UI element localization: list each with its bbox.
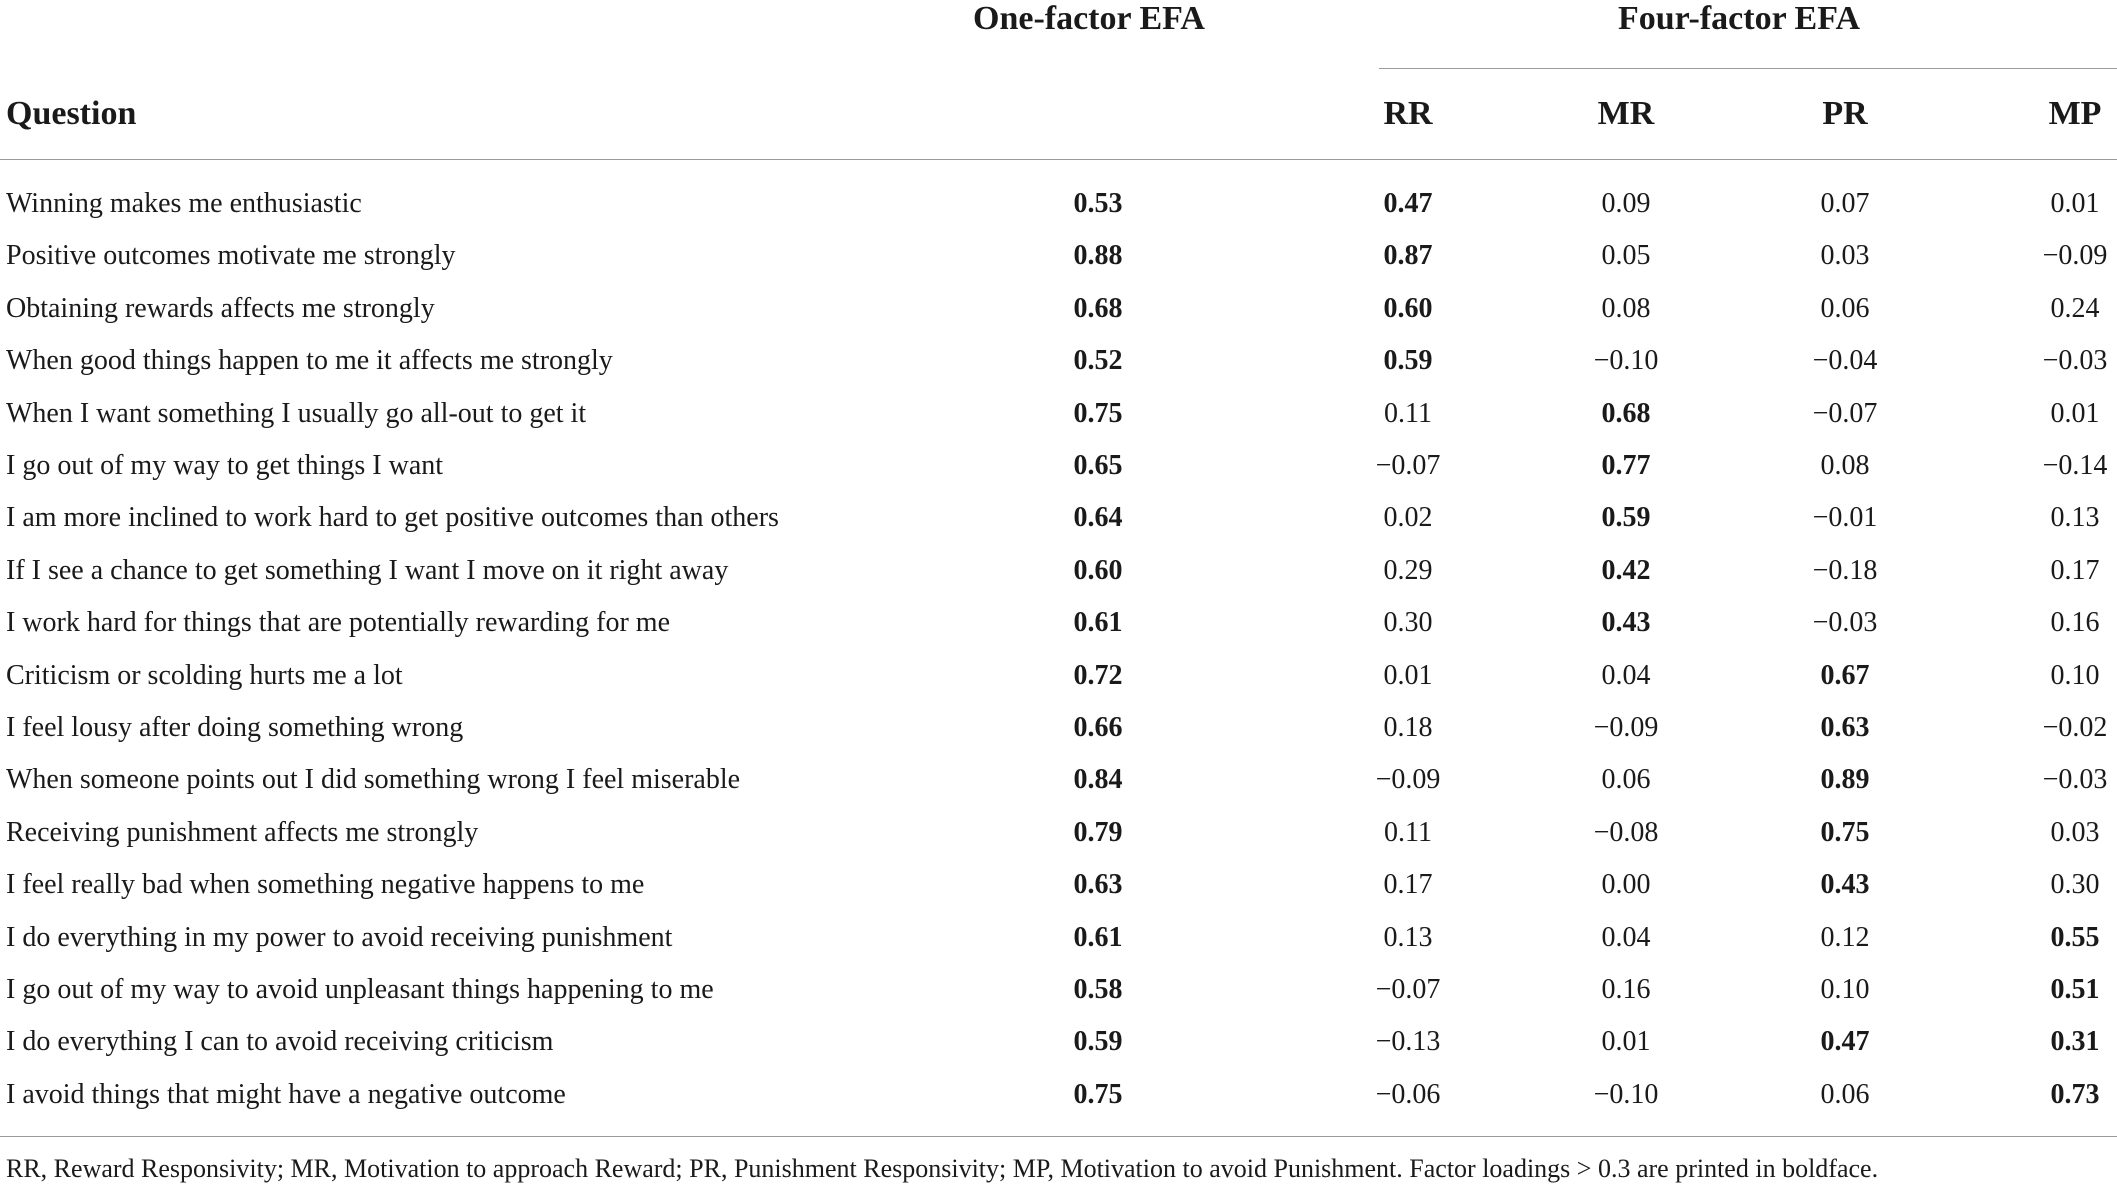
loading-rr: −0.07: [1375, 450, 1441, 481]
loading-mp: 0.31: [2050, 1026, 2100, 1058]
loading-rr: 0.11: [1384, 816, 1432, 848]
loading-pr: 0.75: [1820, 816, 1870, 848]
loading-rr: 0.87: [1383, 240, 1433, 272]
loading-mr: 0.68: [1601, 397, 1651, 429]
loading-pr: 0.03: [1820, 240, 1870, 272]
loading-mr: 0.59: [1601, 502, 1651, 534]
row-question: I do everything in my power to avoid receiving punishment: [6, 921, 673, 953]
loading-pr: −0.03: [1812, 607, 1878, 639]
header-mp: MP: [2048, 95, 2102, 132]
loading-pr: 0.89: [1820, 764, 1870, 796]
loading-rr: 0.29: [1383, 554, 1433, 586]
loading-pr: 0.10: [1820, 974, 1870, 1005]
loading-mp: −0.03: [2042, 345, 2108, 377]
header-pr: PR: [1822, 95, 1868, 132]
loading-mr: −0.09: [1593, 712, 1659, 743]
loading-pr: 0.63: [1820, 712, 1870, 743]
loading-rr: 0.01: [1383, 659, 1433, 691]
loading-one-factor: 0.52: [1073, 345, 1123, 377]
loading-rr: 0.13: [1383, 921, 1433, 953]
loading-one-factor: 0.75: [1073, 397, 1123, 429]
loading-mp: 0.01: [2050, 397, 2100, 429]
loading-rr: 0.59: [1383, 345, 1433, 377]
loading-rr: 0.17: [1383, 869, 1433, 901]
loading-mr: 0.09: [1601, 188, 1651, 219]
header-one-factor-efa: One-factor EFA: [973, 0, 1205, 37]
loading-rr: −0.13: [1375, 1026, 1441, 1058]
loading-one-factor: 0.63: [1073, 869, 1123, 901]
row-question: When good things happen to me it affects me strongly: [6, 345, 613, 377]
loading-pr: 0.47: [1820, 1026, 1870, 1058]
four-factor-underline: [1379, 68, 2117, 69]
row-question: I work hard for things that are potentially rewarding for me: [6, 607, 671, 639]
loading-pr: −0.18: [1812, 554, 1878, 586]
header-four-factor-efa: Four-factor EFA: [1618, 0, 1861, 37]
loading-mr: −0.08: [1593, 816, 1659, 848]
loading-one-factor: 0.59: [1073, 1026, 1123, 1058]
loading-mr: 0.01: [1601, 1026, 1651, 1058]
row-question: I avoid things that might have a negative outcome: [6, 1078, 566, 1110]
loading-mp: 0.30: [2050, 869, 2100, 901]
loading-mr: 0.00: [1601, 869, 1651, 901]
loading-one-factor: 0.61: [1073, 921, 1123, 953]
row-question: Obtaining rewards affects me strongly: [6, 292, 435, 324]
loading-mp: −0.03: [2042, 764, 2108, 796]
loading-mp: −0.09: [2042, 240, 2108, 272]
loading-rr: 0.47: [1383, 188, 1433, 219]
loading-rr: −0.07: [1375, 974, 1441, 1005]
loading-one-factor: 0.58: [1073, 974, 1123, 1005]
loading-one-factor: 0.75: [1073, 1078, 1123, 1110]
bottom-rule: [0, 1136, 2117, 1137]
loading-mr: 0.16: [1601, 974, 1651, 1005]
loading-one-factor: 0.68: [1073, 292, 1123, 324]
loading-mp: 0.51: [2050, 974, 2100, 1005]
loading-pr: −0.07: [1812, 397, 1878, 429]
loading-mp: 0.13: [2050, 502, 2100, 534]
loading-pr: 0.08: [1820, 450, 1870, 481]
header-question: Question: [6, 95, 137, 132]
loading-rr: −0.06: [1375, 1078, 1441, 1110]
loading-pr: 0.43: [1820, 869, 1870, 901]
loading-pr: 0.07: [1820, 188, 1870, 219]
row-question: I do everything I can to avoid receiving criticism: [6, 1026, 554, 1058]
row-question: I feel really bad when something negative happens to me: [6, 869, 645, 901]
loading-mr: 0.06: [1601, 764, 1651, 796]
loading-mr: 0.05: [1601, 240, 1651, 272]
loading-rr: 0.18: [1383, 712, 1433, 743]
loading-pr: 0.06: [1820, 1078, 1870, 1110]
loading-one-factor: 0.65: [1073, 450, 1123, 481]
loading-mr: 0.42: [1601, 554, 1651, 586]
row-question: Positive outcomes motivate me strongly: [6, 240, 456, 272]
row-question: Winning makes me enthusiastic: [6, 188, 362, 219]
loading-pr: 0.06: [1820, 292, 1870, 324]
loading-mp: 0.16: [2050, 607, 2100, 639]
loading-one-factor: 0.60: [1073, 554, 1123, 586]
loading-rr: 0.02: [1383, 502, 1433, 534]
header-mr: MR: [1597, 95, 1655, 132]
loading-rr: 0.30: [1383, 607, 1433, 639]
table-footnote: RR, Reward Responsivity; MR, Motivation to approach Reward; PR, Punishment Responsivity; MP, Motivation to avoid Punishment. Factor loadings > 0.3 are printed in boldface.: [6, 1154, 1879, 1183]
loading-one-factor: 0.64: [1073, 502, 1123, 534]
loading-pr: 0.12: [1820, 921, 1870, 953]
loading-mp: 0.73: [2050, 1078, 2100, 1110]
loading-mp: 0.55: [2050, 921, 2100, 953]
loading-mp: −0.02: [2042, 712, 2108, 743]
loading-mp: −0.14: [2042, 450, 2108, 481]
row-question: I go out of my way to avoid unpleasant things happening to me: [6, 974, 714, 1005]
loading-pr: −0.01: [1812, 502, 1878, 534]
loading-one-factor: 0.88: [1073, 240, 1123, 272]
loading-mp: 0.10: [2050, 659, 2100, 691]
loading-mr: −0.10: [1593, 345, 1659, 377]
row-question: I am more inclined to work hard to get positive outcomes than others: [6, 502, 779, 534]
loading-one-factor: 0.53: [1073, 188, 1123, 219]
row-question: Criticism or scolding hurts me a lot: [6, 659, 403, 691]
row-question: I go out of my way to get things I want: [6, 450, 444, 481]
loading-one-factor: 0.72: [1073, 659, 1123, 691]
loading-one-factor: 0.66: [1073, 712, 1123, 743]
loading-mr: −0.10: [1593, 1078, 1659, 1110]
loading-mr: 0.08: [1601, 292, 1651, 324]
loading-mr: 0.04: [1601, 659, 1651, 691]
loading-mp: 0.01: [2050, 188, 2100, 219]
loading-one-factor: 0.61: [1073, 607, 1123, 639]
header-rule: [0, 159, 2117, 160]
loading-one-factor: 0.84: [1073, 764, 1123, 796]
loading-rr: 0.11: [1384, 397, 1432, 429]
row-question: When I want something I usually go all-out to get it: [6, 397, 587, 429]
loading-mp: 0.03: [2050, 816, 2100, 848]
loading-mr: 0.43: [1601, 607, 1651, 639]
loading-mp: 0.24: [2050, 292, 2100, 324]
loading-one-factor: 0.79: [1073, 816, 1123, 848]
loading-rr: −0.09: [1375, 764, 1441, 796]
loading-mr: 0.77: [1601, 450, 1651, 481]
row-question: Receiving punishment affects me strongly: [6, 816, 479, 848]
loading-mr: 0.04: [1601, 921, 1651, 953]
loading-mp: 0.17: [2050, 554, 2100, 586]
row-question: When someone points out I did something wrong I feel miserable: [6, 764, 741, 796]
loading-pr: 0.67: [1820, 659, 1870, 691]
header-rr: RR: [1383, 95, 1433, 132]
loading-pr: −0.04: [1812, 345, 1878, 377]
row-question: If I see a chance to get something I want I move on it right away: [6, 554, 729, 586]
row-question: I feel lousy after doing something wrong: [6, 712, 464, 743]
loading-rr: 0.60: [1383, 292, 1433, 324]
